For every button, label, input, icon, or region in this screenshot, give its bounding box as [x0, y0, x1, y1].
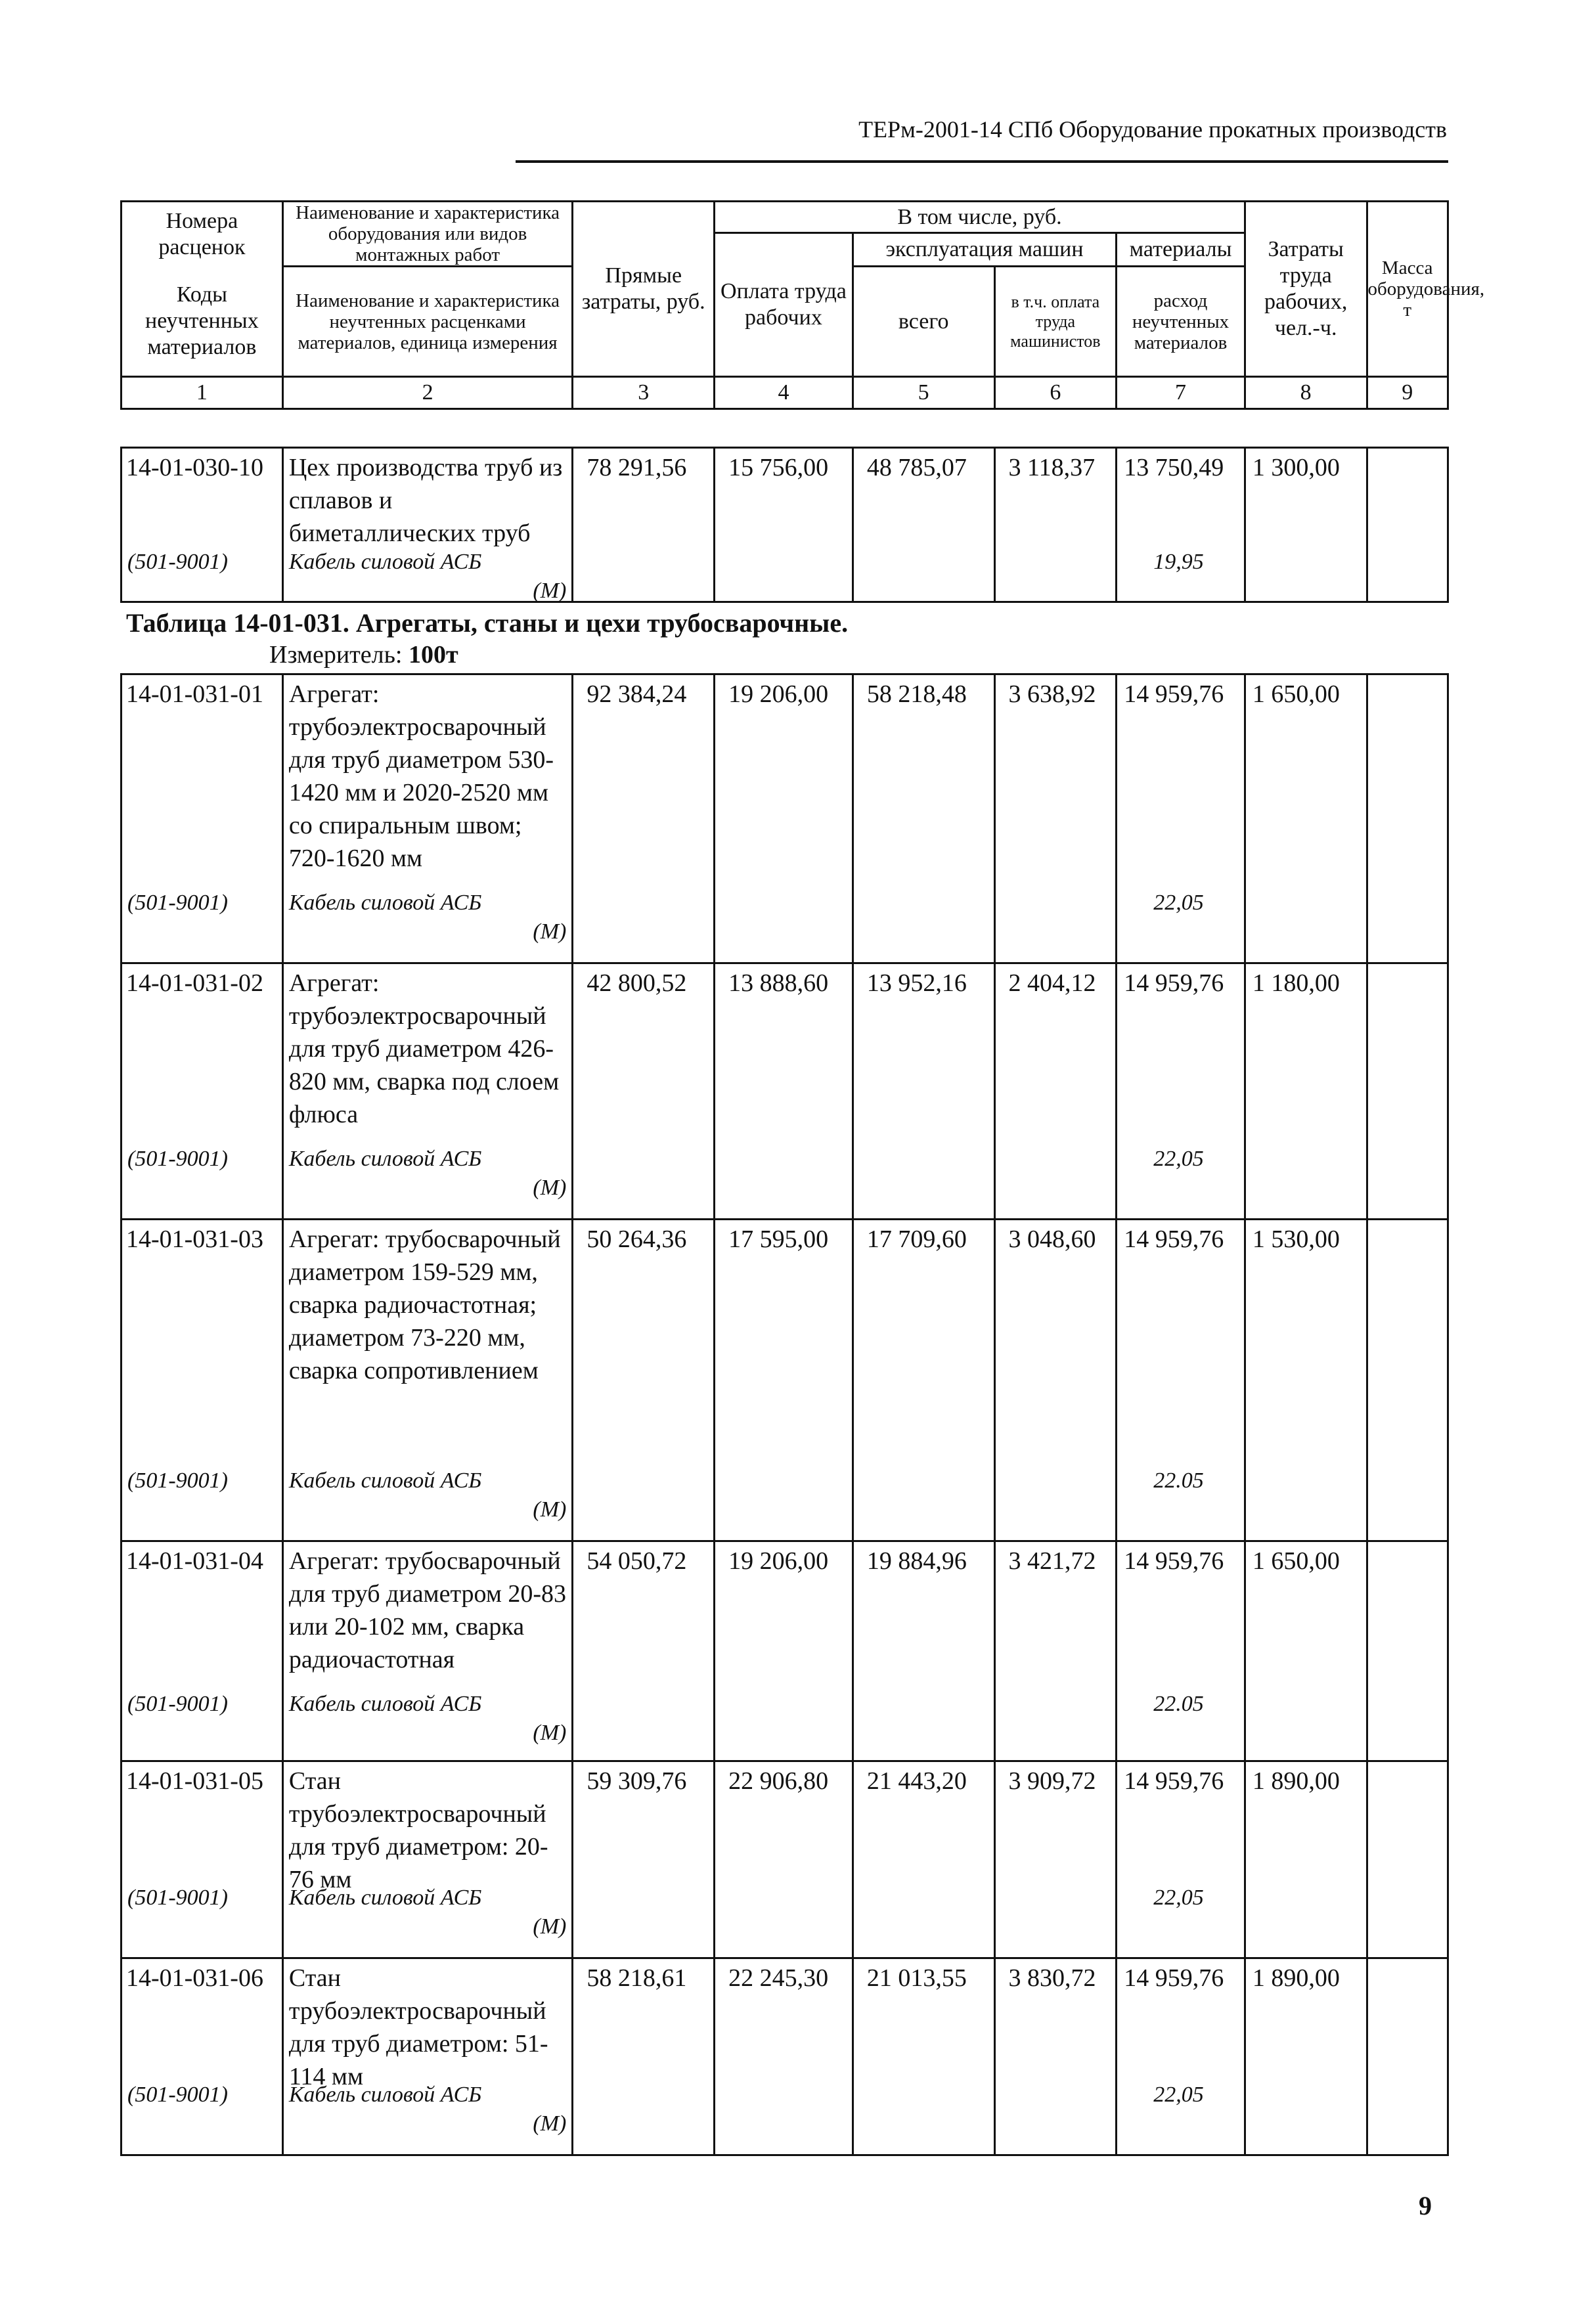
wages: 19 206,00	[715, 674, 853, 963]
header-rule	[516, 160, 1448, 163]
material-unit: (М)	[533, 919, 567, 944]
rate-name: Агрегат: трубоэлектросварочный для труб диаметром 530-1420 мм и 2020-2520 мм со спиральным швом; 720-1620 мм Кабель силовой АСБ (М)	[282, 674, 573, 963]
material-unit: (М)	[533, 2111, 567, 2136]
material-unit: (М)	[533, 579, 567, 603]
rate-name: Стан трубоэлектросварочный для труб диаметром: 20-76 мм Кабель силовой АСБ (М)	[282, 1761, 573, 1958]
material-qty: 19,95	[1153, 550, 1204, 574]
materials: 14 959,76 22,05	[1117, 963, 1245, 1220]
direct-cost: 59 309,76	[573, 1761, 715, 1958]
col-name: Наименование и характеристика оборудования или видов монтажных работ	[282, 202, 573, 267]
rate-code: 14-01-030-10 (501-9001)	[122, 448, 283, 602]
machinists-wages: 3 048,60	[994, 1220, 1117, 1541]
table-caption: Таблица 14-01-031. Агрегаты, станы и цехи трубосварочные.	[126, 608, 849, 638]
material-code: (501-9001)	[127, 1692, 228, 1716]
direct-cost: 92 384,24	[573, 674, 715, 963]
col-num-5: 5	[853, 377, 994, 409]
material-qty: 22.05	[1153, 1468, 1204, 1493]
col-num-7: 7	[1117, 377, 1245, 409]
material-name: Кабель силовой АСБ	[288, 891, 482, 915]
table-031	[120, 673, 1449, 2156]
rate-name: Цех производства труб из сплавов и биметаллических труб Кабель силовой АСБ (М)	[282, 448, 573, 602]
column-header-table	[120, 200, 1485, 410]
table-row	[122, 1541, 1448, 1761]
machinists-wages: 3 830,72	[994, 1958, 1117, 2155]
rate-name: Агрегат: трубосварочный для труб диаметром 20-83 или 20-102 мм, сварка радиочастотная Кабель силовой АСБ (М)	[282, 1541, 573, 1761]
material-qty: 22,05	[1153, 2083, 1204, 2107]
col-mass: Масса оборудования, т	[1367, 202, 1448, 377]
table-row	[122, 1220, 1448, 1541]
machinists-wages: 3 638,92	[994, 674, 1117, 963]
materials: 14 959,76 22,05	[1117, 1761, 1245, 1958]
rate-code: 14-01-031-02 (501-9001)	[122, 963, 283, 1220]
direct-cost: 58 218,61	[573, 1958, 715, 2155]
materials: 14 959,76 22,05	[1117, 1958, 1245, 2155]
material-code: (501-9001)	[127, 2083, 228, 2107]
labor: 1 300,00	[1245, 448, 1367, 602]
material-name: Кабель силовой АСБ	[288, 550, 482, 574]
rate-code: 14-01-031-04 (501-9001)	[122, 1541, 283, 1761]
col-labor: Затраты труда рабочих, чел.-ч.	[1245, 202, 1367, 377]
col-num-2: 2	[282, 377, 573, 409]
machinists-wages: 3 118,37	[994, 448, 1117, 602]
rate-code: 14-01-031-03 (501-9001)	[122, 1220, 283, 1541]
material-code: (501-9001)	[127, 1147, 228, 1171]
table-row	[122, 674, 1448, 963]
labor: 1 530,00	[1245, 1220, 1367, 1541]
material-qty: 22.05	[1153, 1692, 1204, 1716]
page-number: 9	[1419, 2191, 1432, 2220]
material-unit: (М)	[533, 1497, 567, 1522]
material-name: Кабель силовой АСБ	[288, 1468, 482, 1493]
col-codes: Коды неучтенных материалов	[122, 267, 283, 377]
mass	[1367, 1541, 1448, 1761]
mass	[1367, 1220, 1448, 1541]
material-code: (501-9001)	[127, 1468, 228, 1493]
labor: 1 180,00	[1245, 963, 1367, 1220]
direct-cost: 50 264,36	[573, 1220, 715, 1541]
material-qty: 22,05	[1153, 1885, 1204, 1910]
table-row	[122, 1958, 1448, 2155]
material-code: (501-9001)	[127, 550, 228, 574]
col-consumption: расход неучтенных материалов	[1117, 267, 1245, 377]
material-unit: (М)	[533, 1176, 567, 1200]
meter-line: Измеритель: 100т	[269, 641, 458, 669]
col-machines: эксплуатация машин	[853, 233, 1116, 267]
wages: 17 595,00	[715, 1220, 853, 1541]
material-name: Кабель силовой АСБ	[288, 1147, 482, 1171]
col-num-4: 4	[715, 377, 853, 409]
material-name: Кабель силовой АСБ	[288, 2083, 482, 2107]
material-qty: 22,05	[1153, 891, 1204, 915]
machinists-wages: 3 421,72	[994, 1541, 1117, 1761]
col-wages: Оплата труда рабочих	[715, 233, 853, 377]
wages: 22 906,80	[715, 1761, 853, 1958]
col-incl-wages: в т.ч. оплата труда машинистов	[994, 267, 1117, 377]
mass	[1367, 674, 1448, 963]
col-num-3: 3	[573, 377, 715, 409]
materials: 14 959,76 22.05	[1117, 1220, 1245, 1541]
material-name: Кабель силовой АСБ	[288, 1885, 482, 1910]
rate-code: 14-01-031-01 (501-9001)	[122, 674, 283, 963]
table-030	[120, 447, 1449, 603]
machines-total: 58 218,48	[853, 674, 994, 963]
materials: 14 959,76 22.05	[1117, 1541, 1245, 1761]
table-row	[122, 1761, 1448, 1958]
direct-cost: 78 291,56	[573, 448, 715, 602]
wages: 15 756,00	[715, 448, 853, 602]
col-numbers: Номера расценок	[122, 202, 283, 267]
material-unit: (М)	[533, 1721, 567, 1745]
rate-name: Агрегат: трубоэлектросварочный для труб диаметром 426-820 мм, сварка под слоем флюса Кабель силовой АСБ (М)	[282, 963, 573, 1220]
machines-total: 21 013,55	[853, 1958, 994, 2155]
col-including: В том числе, руб.	[715, 202, 1245, 233]
material-code: (501-9001)	[127, 891, 228, 915]
material-name: Кабель силовой АСБ	[288, 1692, 482, 1716]
mass	[1367, 963, 1448, 1220]
rate-code: 14-01-031-06 (501-9001)	[122, 1958, 283, 2155]
materials: 13 750,49 19,95	[1117, 448, 1245, 602]
machines-total: 19 884,96	[853, 1541, 994, 1761]
mass	[1367, 1761, 1448, 1958]
machines-total: 48 785,07	[853, 448, 994, 602]
labor: 1 650,00	[1245, 674, 1367, 963]
rate-name: Агрегат: трубосварочный диаметром 159-529 мм, сварка радиочастотная; диаметром 73-220 мм, сварка сопротивлением Кабель силовой АСБ (М)	[282, 1220, 573, 1541]
machinists-wages: 3 909,72	[994, 1761, 1117, 1958]
mass	[1367, 1958, 1448, 2155]
labor: 1 890,00	[1245, 1761, 1367, 1958]
page-header: ТЕРм-2001-14 СПб Оборудование прокатных производств	[858, 116, 1447, 143]
wages: 13 888,60	[715, 963, 853, 1220]
machines-total: 17 709,60	[853, 1220, 994, 1541]
col-direct: Прямые затраты, руб.	[573, 202, 715, 377]
machinists-wages: 2 404,12	[994, 963, 1117, 1220]
machines-total: 13 952,16	[853, 963, 994, 1220]
labor: 1 650,00	[1245, 1541, 1367, 1761]
wages: 19 206,00	[715, 1541, 853, 1761]
col-num-9: 9	[1367, 377, 1448, 409]
rate-name: Стан трубоэлектросварочный для труб диаметром: 51-114 мм Кабель силовой АСБ (М)	[282, 1958, 573, 2155]
col-materials: материалы	[1117, 233, 1245, 267]
rate-code: 14-01-031-05 (501-9001)	[122, 1761, 283, 1958]
material-qty: 22,05	[1153, 1147, 1204, 1171]
col-num-1: 1	[122, 377, 283, 409]
labor: 1 890,00	[1245, 1958, 1367, 2155]
mass	[1367, 448, 1448, 602]
machines-total: 21 443,20	[853, 1761, 994, 1958]
materials: 14 959,76 22,05	[1117, 674, 1245, 963]
wages: 22 245,30	[715, 1958, 853, 2155]
direct-cost: 42 800,52	[573, 963, 715, 1220]
col-num-8: 8	[1245, 377, 1367, 409]
col-total: всего	[853, 267, 994, 377]
material-unit: (М)	[533, 1914, 567, 1939]
direct-cost: 54 050,72	[573, 1541, 715, 1761]
table-row	[122, 963, 1448, 1220]
table-row	[122, 448, 1448, 602]
col-name2: Наименование и характеристика неучтенных расценками материалов, единица измерения	[282, 267, 573, 377]
col-num-6: 6	[994, 377, 1117, 409]
material-code: (501-9001)	[127, 1885, 228, 1910]
